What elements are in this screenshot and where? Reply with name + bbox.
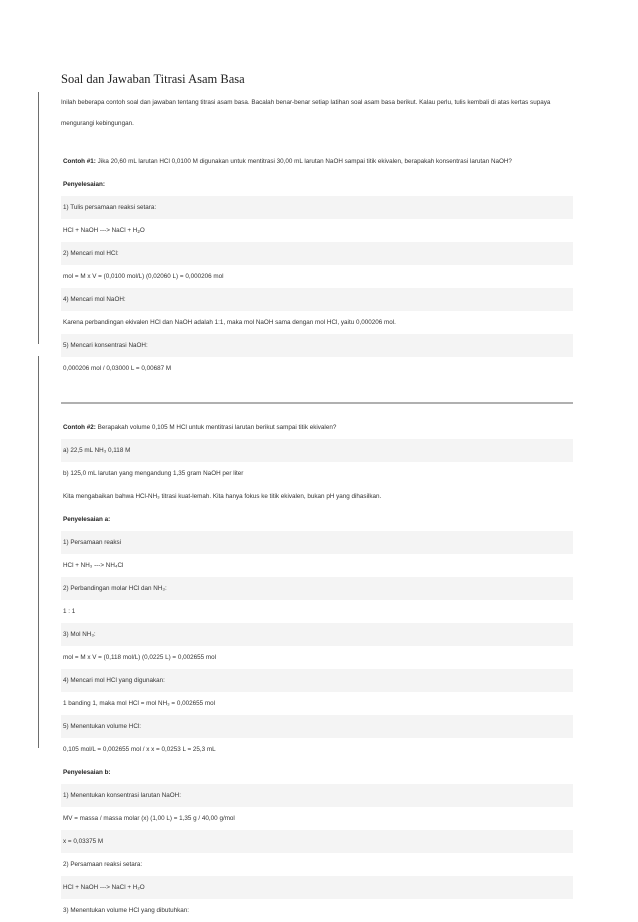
equation-1: HCl + NaOH ---> NaCl + $H_2O$ — [63, 227, 145, 234]
b-step-2: 2) Persamaan reaksi setara: — [63, 861, 143, 868]
margin-line-lower — [38, 356, 39, 748]
example-1-question-text: Jika 20,60 mL larutan HCl 0,0100 M digunakan untuk mentitrasi 30,00 mL larutan NaOH sampai titik ekivalen, berapakah konsentrasi larutan NaOH? — [95, 158, 512, 165]
note: Kita mengabaikan bahwa HCl-NH₃ titrasi kuat-lemah. Kita hanya fokus ke titik ekivalen, bukan pH yang dihasilkan. — [63, 493, 382, 500]
calc-2: mol = M x V = (0,0100 mol/L) (0,02060 L) = 0,000206 mol — [63, 273, 224, 280]
option-a: a) 22,5 mL NH₃ 0,118 M — [61, 439, 573, 462]
b-step-3: 3) Menentukan volume HCl yang dibutuhkan: — [63, 907, 190, 914]
calc-5: 0,000206 mol / 0,03000 L = 0,00687 M — [63, 365, 172, 372]
example-2-label: Contoh #2: — [63, 424, 96, 431]
example-2-question — [61, 416, 573, 439]
b-calc-1b: x = 0,03375 M — [61, 830, 573, 853]
intro-paragraph: Inilah beberapa contoh soal dan jawaban tentang titrasi asam basa. Bacalah benar-benar setiap latihan soal asam basa berikut. Kalau perlu, tulis kembali di atas kertas supaya mengurangi kebingungan. — [61, 99, 551, 127]
a-equation-1: HCl + NH₃ ---> NH₄Cl — [63, 562, 124, 569]
margin-line-upper — [38, 92, 39, 344]
b-calc-1: MV = massa / massa molar (x) (1,00 L) = 1,35 g / 40,00 g/mol — [63, 815, 235, 822]
step-1: 1) Tulis persamaan reaksi setara: — [61, 196, 573, 219]
example-1-question — [61, 150, 573, 173]
b-equation-2: HCl + NaOH ---> NaCl + H₂O — [61, 876, 573, 899]
step-2: 2) Mencari mol HCl: — [61, 242, 573, 265]
example-2 — [61, 416, 573, 922]
a-calc-4: 1 banding 1, maka mol HCl = mol NH₃ = 0,002655 mol — [63, 700, 216, 707]
option-b: b) 125,0 mL larutan yang mengandung 1,35 gram NaOH per liter — [63, 470, 244, 477]
solution-b-label: Penyelesaian b: — [63, 769, 111, 776]
a-step-2: 2) Perbandingan molar HCl dan NH₃: — [61, 577, 573, 600]
solution-label: Penyelesaian: — [63, 181, 106, 188]
solution-a-label: Penyelesaian a: — [63, 516, 111, 523]
a-step-1: 1) Persamaan reaksi — [61, 531, 573, 554]
a-step-5: 5) Menentukan volume HCl: — [61, 715, 573, 738]
b-step-1: 1) Menentukan konsentrasi larutan NaOH: — [61, 784, 573, 807]
a-calc-3: mol = M x V = (0,118 mol/L) (0,0225 L) = 0,002655 mol — [63, 654, 217, 661]
a-step-3: 3) Mol NH₃: — [61, 623, 573, 646]
a-ratio: 1 : 1 — [63, 608, 76, 615]
a-calc-5: 0,105 mol/L = 0,002655 mol / x x = 0,0253 L = 25,3 mL — [63, 746, 216, 753]
section-divider — [61, 402, 573, 404]
a-step-4: 4) Mencari mol HCl yang digunakan: — [61, 669, 573, 692]
example-1 — [61, 150, 573, 380]
example-1-label: Contoh #1: — [63, 158, 96, 165]
calc-4: Karena perbandingan ekivalen HCl dan NaOH adalah 1:1, maka mol NaOH sama dengan mol HCl, yaitu 0,000206 mol. — [63, 319, 396, 326]
example-2-question-text: Berapakah volume 0,105 M HCl untuk mentitrasi larutan berikut sampai titik ekivalen? — [95, 424, 337, 431]
page-title: Soal dan Jawaban Titrasi Asam Basa — [61, 72, 245, 86]
step-5: 5) Mencari konsentrasi NaOH: — [61, 334, 573, 357]
step-4: 4) Mencari mol NaOH: — [61, 288, 573, 311]
document-content — [61, 70, 573, 922]
